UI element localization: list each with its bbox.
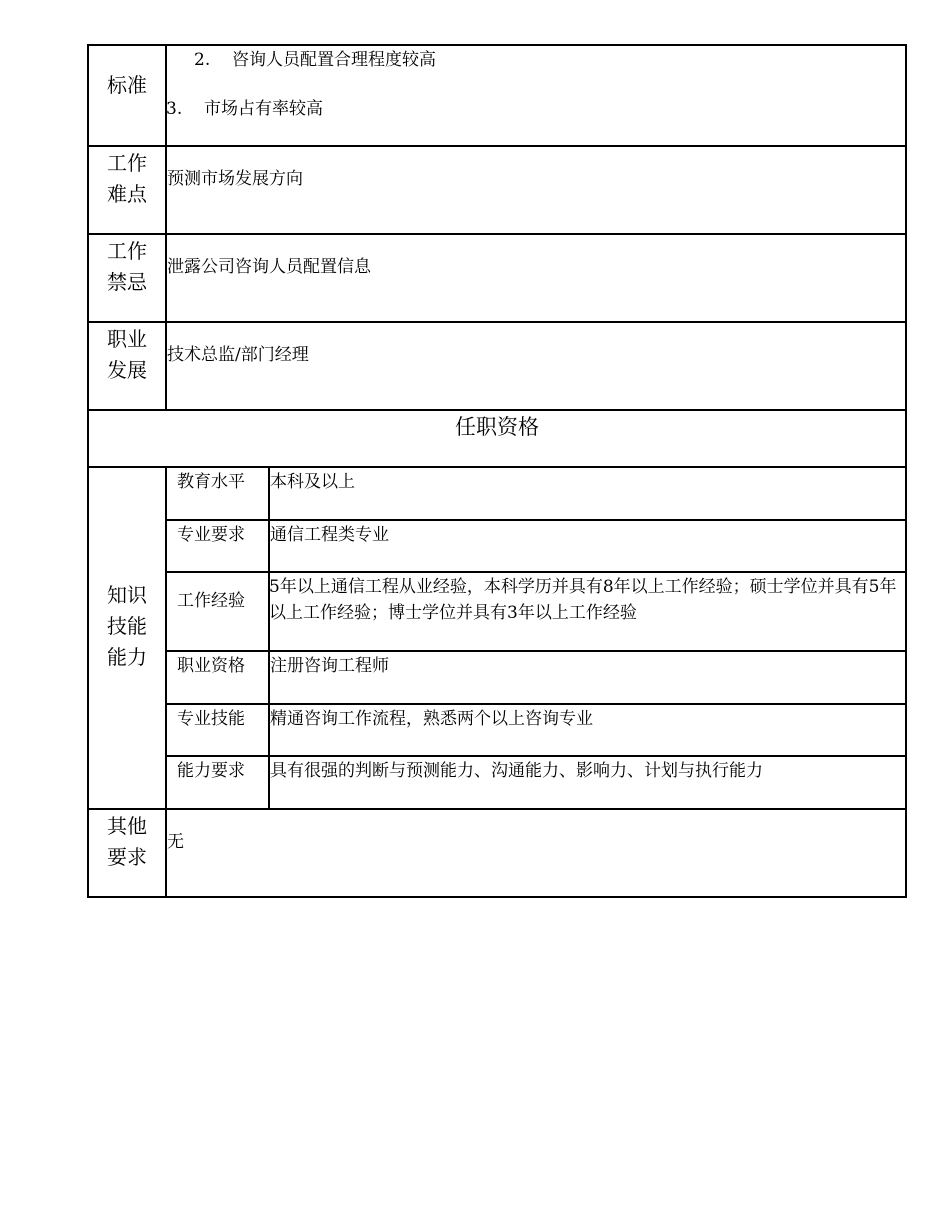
career-label-line1: 职业: [107, 327, 147, 351]
sub-row-divider: [166, 571, 907, 573]
row-divider: [87, 233, 907, 235]
standard-item-text: 咨询人员配置合理程度较高: [232, 50, 436, 70]
group-label-line2: 技能: [107, 614, 147, 638]
sub-row-divider: [166, 519, 907, 521]
taboo-text: 泄露公司咨询人员配置信息: [167, 257, 371, 277]
certification-value: 注册咨询工程师: [270, 656, 389, 676]
ability-label: 能力要求: [177, 761, 245, 781]
group-label-line3: 能力: [107, 645, 147, 669]
group-label-line1: 知识: [107, 583, 147, 607]
education-label: 教育水平: [177, 472, 245, 492]
ability-value: 具有很强的判断与预测能力、沟通能力、影响力、计划与执行能力: [270, 761, 763, 781]
standard-item-text: 市场占有率较高: [204, 99, 323, 119]
sub-row-divider: [166, 703, 907, 705]
standard-label: 标准: [107, 73, 147, 97]
experience-label: 工作经验: [177, 591, 245, 611]
experience-value: 5年以上通信工程从业经验，本科学历并具有8年以上工作经验；硕士学位并具有5年以上工作经验；博士学位并具有3年以上工作经验: [269, 577, 897, 623]
taboo-label-line1: 工作: [107, 239, 147, 263]
other-label-line1: 其他: [107, 814, 147, 838]
row-divider: [87, 466, 907, 468]
difficulty-label-line2: 难点: [107, 182, 147, 206]
difficulty-text: 预测市场发展方向: [167, 169, 303, 189]
major-value: 通信工程类专业: [270, 525, 389, 545]
other-label-line2: 要求: [107, 845, 147, 869]
row-divider: [87, 145, 907, 147]
skills-value: 精通咨询工作流程，熟悉两个以上咨询专业: [270, 709, 593, 729]
standard-item-number: 2.: [194, 50, 211, 70]
table-border-right: [905, 44, 907, 898]
skills-label: 专业技能: [177, 709, 245, 729]
table-border-top: [87, 44, 907, 46]
major-label: 专业要求: [177, 525, 245, 545]
sub-row-divider: [166, 755, 907, 757]
qualifications-heading: 任职资格: [455, 415, 539, 439]
education-value: 本科及以上: [270, 472, 355, 492]
certification-label: 职业资格: [177, 656, 245, 676]
difficulty-label-line1: 工作: [107, 151, 147, 175]
career-label-line2: 发展: [107, 358, 147, 382]
sub-row-divider: [166, 650, 907, 652]
table-border-bottom: [87, 896, 907, 898]
other-text: 无: [167, 832, 184, 852]
row-divider: [87, 808, 907, 810]
standard-item-number: 3.: [166, 99, 183, 119]
row-divider: [87, 321, 907, 323]
taboo-label-line2: 禁忌: [107, 270, 147, 294]
row-divider: [87, 409, 907, 411]
career-text: 技术总监/部门经理: [167, 345, 309, 365]
